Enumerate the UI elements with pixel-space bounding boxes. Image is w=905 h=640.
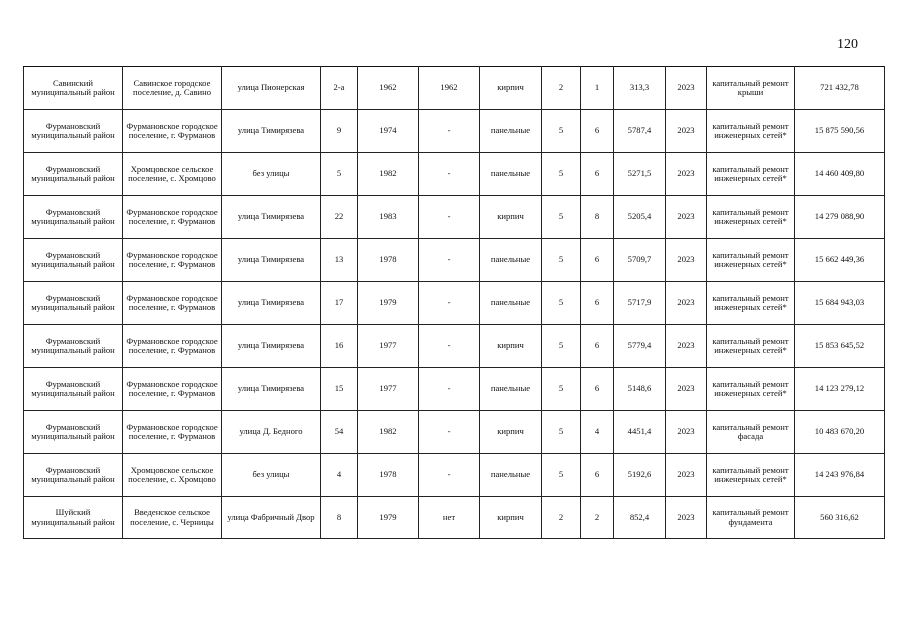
- house-number-cell: 16: [321, 325, 358, 368]
- cost-cell: 14 279 088,90: [795, 196, 885, 239]
- area-cell: 5205,4: [614, 196, 666, 239]
- area-cell: 313,3: [614, 67, 666, 110]
- street-cell: улица Фабричный Двор: [222, 497, 321, 539]
- house-number-cell: 54: [321, 411, 358, 454]
- floors-cell: 5: [542, 239, 581, 282]
- district-cell: Фурмановский муниципальный район: [24, 153, 123, 196]
- work-type-cell: капитальный ремонт инженерных сетей*: [707, 110, 795, 153]
- work-type-cell: капитальный ремонт крыши: [707, 67, 795, 110]
- plan-year-cell: 2023: [666, 282, 707, 325]
- plan-year-cell: 2023: [666, 153, 707, 196]
- year-built-cell: 1982: [358, 411, 419, 454]
- house-number-cell: 4: [321, 454, 358, 497]
- area-cell: 4451,4: [614, 411, 666, 454]
- entrances-cell: 1: [581, 67, 614, 110]
- year-built-cell: 1979: [358, 282, 419, 325]
- street-cell: улица Тимирязева: [222, 110, 321, 153]
- entrances-cell: 6: [581, 282, 614, 325]
- floors-cell: 5: [542, 454, 581, 497]
- district-cell: Фурмановский муниципальный район: [24, 368, 123, 411]
- table-row: [24, 368, 885, 411]
- entrances-cell: 6: [581, 239, 614, 282]
- house-number-cell: 8: [321, 497, 358, 539]
- cost-cell: 721 432,78: [795, 67, 885, 110]
- district-cell: Фурмановский муниципальный район: [24, 411, 123, 454]
- settlement-cell: Хромцовское сельское поселение, с. Хромцово: [123, 454, 222, 497]
- floors-cell: 5: [542, 153, 581, 196]
- street-cell: улица Пионерская: [222, 67, 321, 110]
- table-row: [24, 153, 885, 196]
- settlement-cell: Фурмановское городское поселение, г. Фурманов: [123, 368, 222, 411]
- plan-year-cell: 2023: [666, 67, 707, 110]
- cost-cell: 15 853 645,52: [795, 325, 885, 368]
- year-built-cell: 1982: [358, 153, 419, 196]
- year-other-cell: -: [419, 368, 480, 411]
- area-cell: 5192,6: [614, 454, 666, 497]
- settlement-cell: Фурмановское городское поселение, г. Фурманов: [123, 325, 222, 368]
- street-cell: без улицы: [222, 454, 321, 497]
- table-row: [24, 454, 885, 497]
- floors-cell: 2: [542, 67, 581, 110]
- entrances-cell: 4: [581, 411, 614, 454]
- house-number-cell: 17: [321, 282, 358, 325]
- street-cell: улица Тимирязева: [222, 368, 321, 411]
- plan-year-cell: 2023: [666, 411, 707, 454]
- year-built-cell: 1977: [358, 325, 419, 368]
- district-cell: Фурмановский муниципальный район: [24, 325, 123, 368]
- area-cell: 5148,6: [614, 368, 666, 411]
- year-other-cell: -: [419, 153, 480, 196]
- work-type-cell: капитальный ремонт фундамента: [707, 497, 795, 539]
- registry-body: [24, 67, 885, 539]
- table-row: [24, 497, 885, 539]
- house-number-cell: 5: [321, 153, 358, 196]
- year-other-cell: -: [419, 325, 480, 368]
- street-cell: улица Тимирязева: [222, 239, 321, 282]
- house-number-cell: 13: [321, 239, 358, 282]
- plan-year-cell: 2023: [666, 325, 707, 368]
- area-cell: 5717,9: [614, 282, 666, 325]
- floors-cell: 5: [542, 411, 581, 454]
- settlement-cell: Хромцовское сельское поселение, с. Хромцово: [123, 153, 222, 196]
- wall-material-cell: панельные: [480, 368, 542, 411]
- year-other-cell: -: [419, 411, 480, 454]
- page-number: 120: [837, 37, 858, 52]
- district-cell: Савинский муниципальный район: [24, 67, 123, 110]
- cost-cell: 14 123 279,12: [795, 368, 885, 411]
- year-other-cell: 1962: [419, 67, 480, 110]
- wall-material-cell: кирпич: [480, 325, 542, 368]
- plan-year-cell: 2023: [666, 497, 707, 539]
- year-built-cell: 1978: [358, 454, 419, 497]
- table-row: [24, 282, 885, 325]
- work-type-cell: капитальный ремонт инженерных сетей*: [707, 239, 795, 282]
- settlement-cell: Фурмановское городское поселение, г. Фурманов: [123, 411, 222, 454]
- wall-material-cell: кирпич: [480, 67, 542, 110]
- wall-material-cell: кирпич: [480, 497, 542, 539]
- year-other-cell: -: [419, 239, 480, 282]
- table-row: [24, 411, 885, 454]
- wall-material-cell: кирпич: [480, 411, 542, 454]
- cost-cell: 14 243 976,84: [795, 454, 885, 497]
- district-cell: Фурмановский муниципальный район: [24, 110, 123, 153]
- floors-cell: 5: [542, 282, 581, 325]
- settlement-cell: Фурмановское городское поселение, г. Фурманов: [123, 282, 222, 325]
- cost-cell: 10 483 670,20: [795, 411, 885, 454]
- cost-cell: 15 662 449,36: [795, 239, 885, 282]
- area-cell: 5709,7: [614, 239, 666, 282]
- cost-cell: 14 460 409,80: [795, 153, 885, 196]
- table-row: [24, 110, 885, 153]
- entrances-cell: 6: [581, 454, 614, 497]
- work-type-cell: капитальный ремонт фасада: [707, 411, 795, 454]
- area-cell: 5779,4: [614, 325, 666, 368]
- table-row: [24, 196, 885, 239]
- settlement-cell: Фурмановское городское поселение, г. Фурманов: [123, 239, 222, 282]
- wall-material-cell: панельные: [480, 454, 542, 497]
- table-row: [24, 325, 885, 368]
- year-built-cell: 1962: [358, 67, 419, 110]
- district-cell: Фурмановский муниципальный район: [24, 196, 123, 239]
- district-cell: Фурмановский муниципальный район: [24, 282, 123, 325]
- year-built-cell: 1978: [358, 239, 419, 282]
- floors-cell: 5: [542, 196, 581, 239]
- cost-cell: 15 875 590,56: [795, 110, 885, 153]
- settlement-cell: Фурмановское городское поселение, г. Фурманов: [123, 196, 222, 239]
- street-cell: улица Тимирязева: [222, 325, 321, 368]
- table-row: [24, 239, 885, 282]
- street-cell: улица Тимирязева: [222, 196, 321, 239]
- wall-material-cell: панельные: [480, 153, 542, 196]
- floors-cell: 5: [542, 325, 581, 368]
- table-row: [24, 67, 885, 110]
- entrances-cell: 6: [581, 110, 614, 153]
- house-number-cell: 2-а: [321, 67, 358, 110]
- entrances-cell: 2: [581, 497, 614, 539]
- year-built-cell: 1983: [358, 196, 419, 239]
- work-type-cell: капитальный ремонт инженерных сетей*: [707, 196, 795, 239]
- year-other-cell: -: [419, 282, 480, 325]
- housing-registry-table: [23, 66, 885, 539]
- year-other-cell: -: [419, 110, 480, 153]
- work-type-cell: капитальный ремонт инженерных сетей*: [707, 282, 795, 325]
- floors-cell: 2: [542, 497, 581, 539]
- work-type-cell: капитальный ремонт инженерных сетей*: [707, 368, 795, 411]
- year-other-cell: -: [419, 196, 480, 239]
- house-number-cell: 15: [321, 368, 358, 411]
- entrances-cell: 6: [581, 153, 614, 196]
- plan-year-cell: 2023: [666, 454, 707, 497]
- wall-material-cell: панельные: [480, 282, 542, 325]
- area-cell: 5787,4: [614, 110, 666, 153]
- cost-cell: 15 684 943,03: [795, 282, 885, 325]
- plan-year-cell: 2023: [666, 110, 707, 153]
- year-other-cell: нет: [419, 497, 480, 539]
- house-number-cell: 9: [321, 110, 358, 153]
- entrances-cell: 6: [581, 325, 614, 368]
- settlement-cell: Фурмановское городское поселение, г. Фурманов: [123, 110, 222, 153]
- work-type-cell: капитальный ремонт инженерных сетей*: [707, 325, 795, 368]
- settlement-cell: Введенское сельское поселение, с. Черницы: [123, 497, 222, 539]
- house-number-cell: 22: [321, 196, 358, 239]
- street-cell: улица Д. Бедного: [222, 411, 321, 454]
- floors-cell: 5: [542, 110, 581, 153]
- wall-material-cell: кирпич: [480, 196, 542, 239]
- plan-year-cell: 2023: [666, 239, 707, 282]
- wall-material-cell: панельные: [480, 110, 542, 153]
- year-built-cell: 1977: [358, 368, 419, 411]
- work-type-cell: капитальный ремонт инженерных сетей*: [707, 153, 795, 196]
- work-type-cell: капитальный ремонт инженерных сетей*: [707, 454, 795, 497]
- wall-material-cell: панельные: [480, 239, 542, 282]
- area-cell: 5271,5: [614, 153, 666, 196]
- area-cell: 852,4: [614, 497, 666, 539]
- plan-year-cell: 2023: [666, 368, 707, 411]
- year-other-cell: -: [419, 454, 480, 497]
- year-built-cell: 1974: [358, 110, 419, 153]
- year-built-cell: 1979: [358, 497, 419, 539]
- cost-cell: 560 316,62: [795, 497, 885, 539]
- district-cell: Шуйский муниципальный район: [24, 497, 123, 539]
- plan-year-cell: 2023: [666, 196, 707, 239]
- street-cell: улица Тимирязева: [222, 282, 321, 325]
- district-cell: Фурмановский муниципальный район: [24, 239, 123, 282]
- floors-cell: 5: [542, 368, 581, 411]
- settlement-cell: Савинское городское поселение, д. Савино: [123, 67, 222, 110]
- entrances-cell: 6: [581, 368, 614, 411]
- district-cell: Фурмановский муниципальный район: [24, 454, 123, 497]
- street-cell: без улицы: [222, 153, 321, 196]
- entrances-cell: 8: [581, 196, 614, 239]
